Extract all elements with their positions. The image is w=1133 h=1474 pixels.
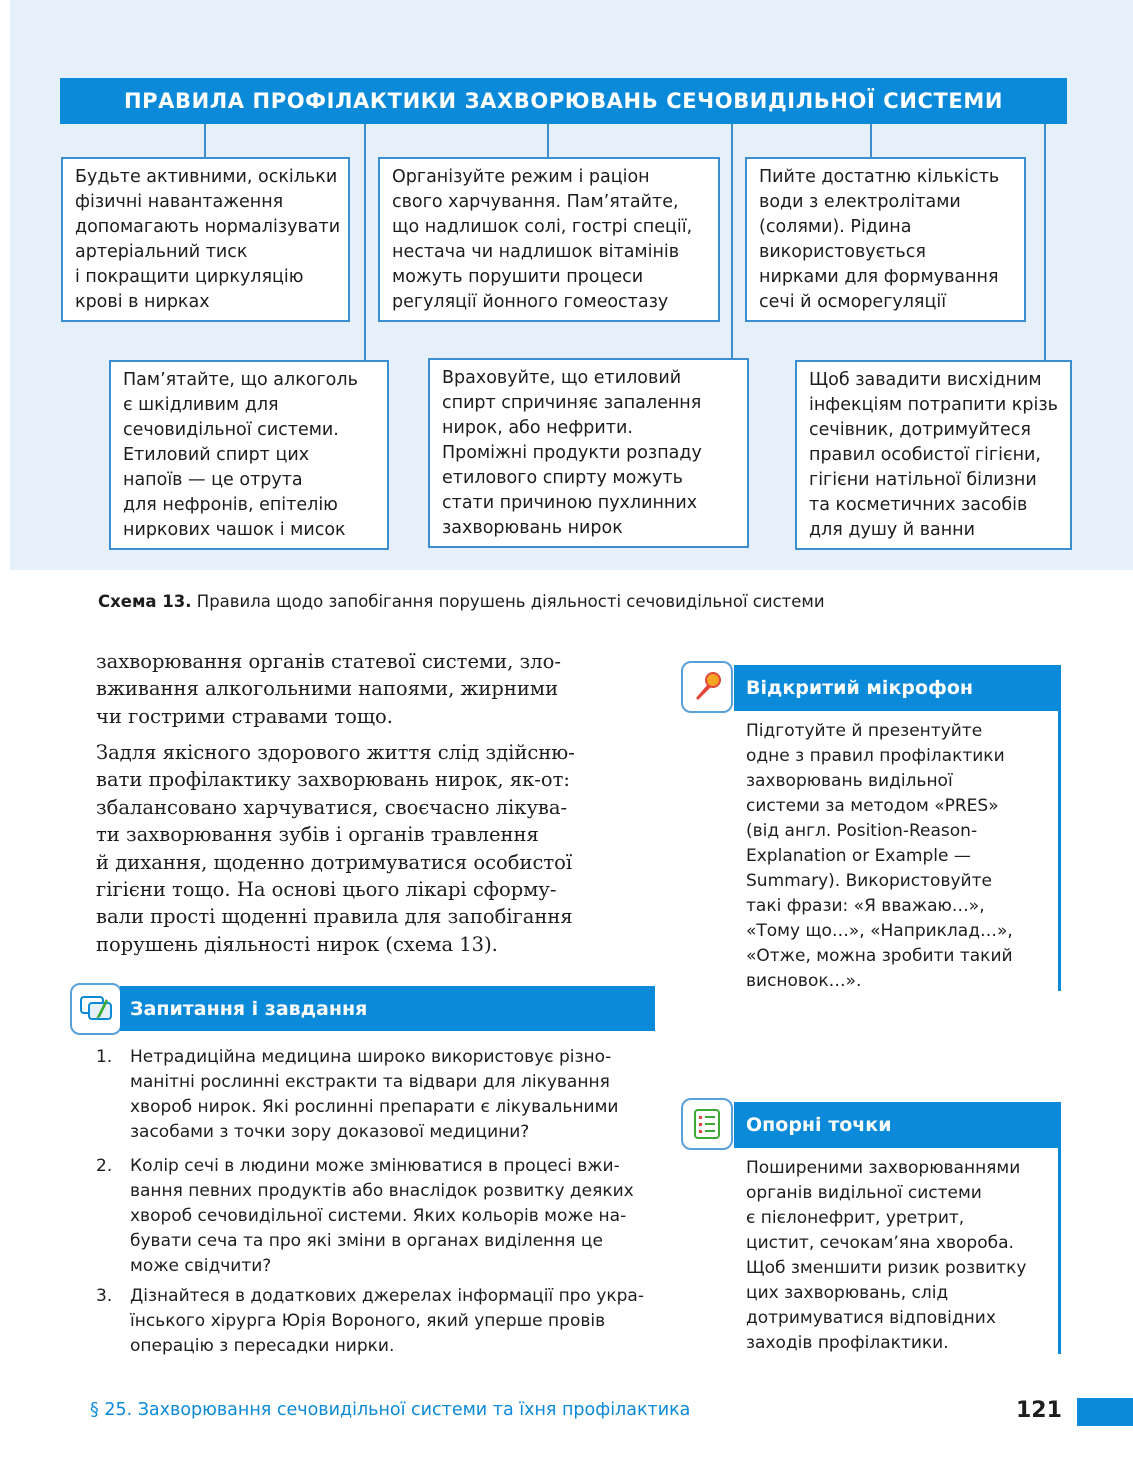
sidebar-rule [1058,1148,1061,1354]
text-line: захворювань видільної [746,771,953,791]
text-line: сечовидільної системи. [123,420,339,440]
text-line: Підготуйте й презентуйте [746,721,983,741]
text-line: спирт спричиняє запалення [442,393,702,413]
text-line: їнського хірурга Юрія Вороного, який уперше провів [130,1311,606,1331]
microphone-header [734,665,1061,711]
text-line: вання певних продуктів або внаслідок розвитку деяких [130,1181,634,1201]
text-line: гігієни натільної білизни [809,470,1037,490]
connector-line [364,124,366,360]
task-number: 1. [96,1047,113,1067]
text-line: регуляції йонного гомеостазу [392,292,669,312]
text-line: етилового спирту можуть [442,468,683,488]
text-line: хвороб сечовидільної системи. Яких кольорів може на- [130,1206,627,1226]
text-line: «Тому що…», «Наприклад…», [746,921,1013,941]
text-line: такі фрази: «Я вважаю…», [746,896,985,916]
text-line: гігієни тощо. На основі цього лікарі сформу- [96,878,557,902]
text-line: висновок…». [746,971,862,991]
text-line: системи за методом «PRES» [746,796,999,816]
task-number: 3. [96,1286,113,1306]
text-line: органів видільної системи [746,1183,982,1203]
text-line: напоїв — це отрута [123,470,303,490]
text-line: Задля якісного здорового життя слід здійсню- [96,741,575,764]
task-item [96,1045,661,1145]
text-line: вали прості щоденні правила для запобігання [96,905,573,929]
page-number: 121 [1016,1398,1062,1423]
text-line: використовується [759,242,926,262]
text-line: вживання алкогольними напоями, жирними [96,677,559,701]
sidebar-rule [1058,711,1061,991]
chat-edit-icon [70,983,122,1035]
text-line: Щоб завадити висхідним [809,370,1042,390]
main-paragraph-2 [96,739,656,958]
caption-text: Правила щодо запобігання порушень діяльності сечовидільної системи [191,592,825,611]
text-line: сечі й осморегуляції [759,292,947,312]
text-line: може свідчити? [130,1256,272,1276]
text-line: заходів профілактики. [746,1333,949,1353]
text-line: сечівник, дотримуйтеся [809,420,1031,440]
text-line: свого харчування. Пам’ятайте, [392,192,679,212]
text-line: захворювання органів статевої системи, зло- [96,650,561,673]
text-line: ти захворювання зубів і органів травлення [96,823,539,847]
text-line: Будьте активними, оскільки [75,167,338,187]
text-line: й дихання, щоденно дотримуватися особистої [96,850,573,874]
text-line: хвороб нирок. Які рослинні препарати є лікувальними [130,1097,619,1117]
connector-line [731,124,733,360]
keypoints-header [734,1102,1061,1148]
microphone-title: Відкритий мікрофон [746,677,974,699]
main-paragraph-1 [96,648,656,730]
text-line: можуть порушити процеси [392,267,644,287]
text-line: бувати сеча та про які зміни в органах виділення це [130,1231,603,1251]
text-line: вати профілактику захворювань нирок, як-от: [96,768,570,792]
text-line: ниркових чашок і мисок [123,520,346,540]
text-line: манітні рослинні екстракти та відвари для лікування [130,1072,610,1092]
text-line: фізичні навантаження [75,192,284,212]
text-line: для душу й ванни [809,520,975,540]
text-line: Пам’ятайте, що алкоголь [123,370,358,390]
text-line: (солями). Рідина [759,217,912,237]
text-line: Explanation or Example — [746,846,971,866]
microphone-icon [681,661,733,713]
text-line: є пієлонефрит, уретрит, [746,1208,965,1228]
text-line: допомагають нормалізувати [75,217,341,237]
text-line: і покращити циркуляцію [75,267,304,287]
task-item [96,1284,661,1359]
rule-box-ethanol [428,358,749,548]
text-line: (від англ. Position-Reason- [746,821,978,841]
text-line: Поширеними захворюваннями [746,1158,1021,1178]
rule-box-alcohol [109,360,389,550]
task-item [96,1154,661,1279]
running-footer: § 25. Захворювання сечовидільної системи та їхня профілактика [90,1400,691,1420]
text-line: що надлишок солі, гострі спеції, [392,217,693,237]
text-line: Етиловий спирт цих [123,445,310,465]
tasks-header [120,986,655,1031]
task-number: 2. [96,1156,113,1176]
rule-box-activity [61,157,350,322]
text-line: Щоб зменшити ризик розвитку [746,1258,1027,1278]
text-line: інфекціям потрапити крізь [809,395,1058,415]
text-line: Проміжні продукти розпаду [442,443,702,463]
text-line: стати причиною пухлинних [442,493,698,513]
connector-line [1044,124,1046,360]
text-line: Організуйте режим і раціон [392,167,650,187]
text-line: Враховуйте, що етиловий [442,368,682,388]
rule-box-water [745,157,1026,322]
text-line: дотримуватися відповідних [746,1308,996,1328]
text-line: «Отже, можна зробити такий [746,946,1013,966]
scheme-title: ПРАВИЛА ПРОФІЛАКТИКИ ЗАХВОРЮВАНЬ СЕЧОВИДІЛЬНОЇ СИСТЕМИ [60,78,1067,124]
tasks-title: Запитання і завдання [130,997,368,1020]
text-line: цистит, сечокам’яна хвороба. [746,1233,1014,1253]
text-line: Дізнайтеся в додаткових джерелах інформації про укра- [130,1286,644,1306]
text-line: операцію з пересадки нирки. [130,1336,395,1356]
connector-line [547,124,549,158]
text-line: одне з правил профілактики [746,746,1005,766]
text-line: чи гострими стравами тощо. [96,704,393,728]
text-line: нестача чи надлишок вітамінів [392,242,680,262]
text-line: артеріальний тиск [75,242,248,262]
text-line: цих захворювань, слід [746,1283,949,1303]
text-line: збалансовано харчуватися, своєчасно лікува- [96,795,568,819]
microphone-body [746,719,1046,994]
text-line: засобами з точки зору доказової медицини? [130,1122,530,1142]
text-line: нирок, або нефрити. [442,418,633,438]
page-marker [1077,1398,1133,1426]
rule-box-diet [378,157,720,322]
rule-box-hygiene [795,360,1072,550]
connector-line [204,124,206,158]
text-line: захворювань нирок [442,518,623,538]
caption-label: Схема 13. [98,592,192,611]
text-line: для нефронів, епітелію [123,495,338,515]
text-line: правил особистої гігієни, [809,445,1041,465]
text-line: крові в нирках [75,292,210,312]
text-line: Summary). Використовуйте [746,871,992,891]
text-line: Пийте достатню кількість [759,167,1000,187]
checklist-icon [681,1098,733,1150]
text-line: порушень діяльності нирок (схема 13). [96,932,498,956]
text-line: води з електролітами [759,192,961,212]
connector-line [870,124,872,158]
text-line: Колір сечі в людини може змінюватися в процесі вжи- [130,1156,620,1176]
keypoints-body [746,1156,1046,1356]
text-line: та косметичних засобів [809,495,1028,515]
scheme-caption [98,592,825,611]
text-line: нирками для формування [759,267,999,287]
text-line: є шкідливим для [123,395,279,415]
keypoints-title: Опорні точки [746,1114,892,1136]
text-line: Нетрадиційна медицина широко використовує різно- [130,1047,612,1067]
